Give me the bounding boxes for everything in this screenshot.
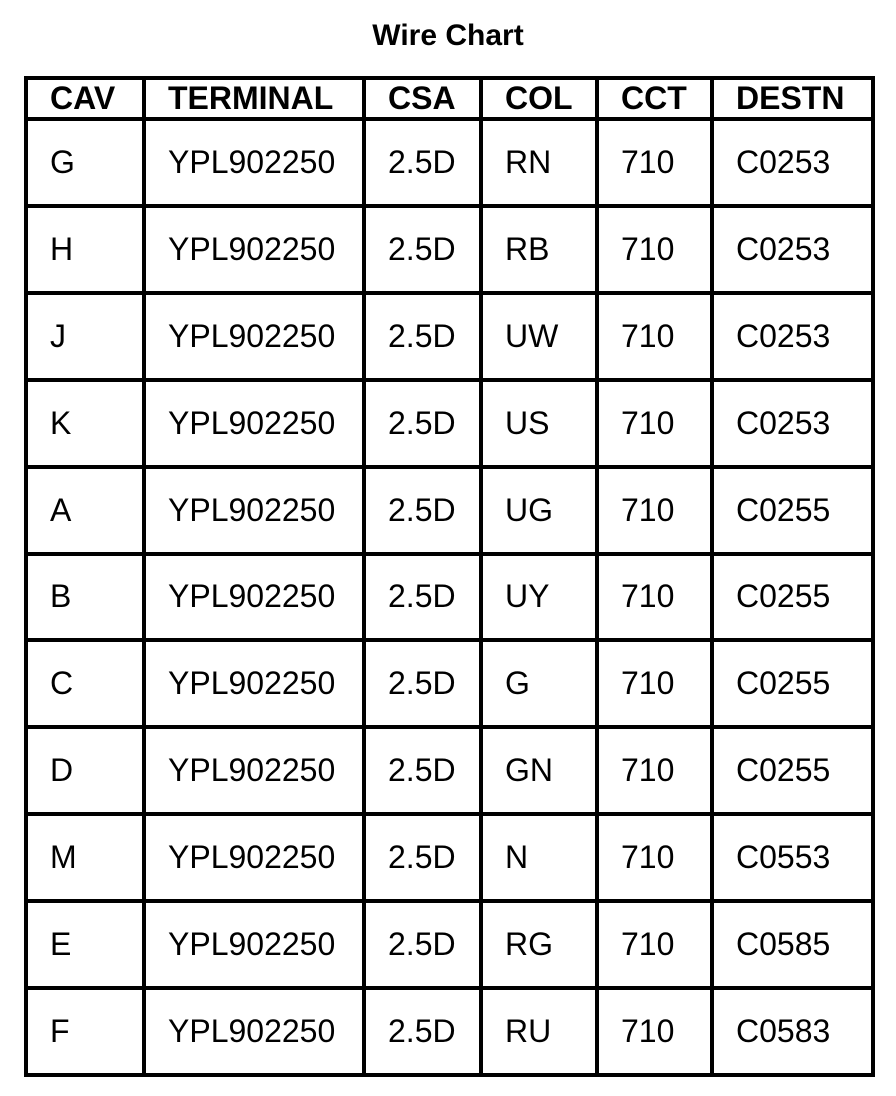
cell-terminal: YPL902250	[144, 467, 364, 554]
cell-cav: E	[26, 901, 144, 988]
table-row	[26, 814, 873, 901]
header-row	[26, 78, 873, 119]
cell-cct: 710	[597, 293, 712, 380]
table-row	[26, 554, 873, 641]
cell-col: US	[481, 380, 597, 467]
cell-csa: 2.5D	[364, 640, 481, 727]
cell-col: UY	[481, 554, 597, 641]
cell-col: UG	[481, 467, 597, 554]
cell-destn: C0255	[712, 640, 873, 727]
cell-col: UW	[481, 293, 597, 380]
cell-cav: C	[26, 640, 144, 727]
cell-cav: F	[26, 988, 144, 1075]
header-col: COL	[481, 78, 597, 119]
wire-chart-table	[24, 76, 875, 1077]
cell-destn: C0255	[712, 467, 873, 554]
header-terminal: TERMINAL	[144, 78, 364, 119]
cell-destn: C0255	[712, 727, 873, 814]
cell-terminal: YPL902250	[144, 901, 364, 988]
cell-terminal: YPL902250	[144, 119, 364, 206]
cell-col: GN	[481, 727, 597, 814]
cell-terminal: YPL902250	[144, 554, 364, 641]
cell-cav: M	[26, 814, 144, 901]
cell-cav: G	[26, 119, 144, 206]
cell-cct: 710	[597, 814, 712, 901]
cell-terminal: YPL902250	[144, 293, 364, 380]
header-destn: DESTN	[712, 78, 873, 119]
cell-col: G	[481, 640, 597, 727]
cell-csa: 2.5D	[364, 206, 481, 293]
page-title: Wire Chart	[372, 19, 524, 52]
cell-cav: J	[26, 293, 144, 380]
cell-terminal: YPL902250	[144, 814, 364, 901]
cell-col: N	[481, 814, 597, 901]
cell-cct: 710	[597, 727, 712, 814]
cell-destn: C0253	[712, 380, 873, 467]
cell-cct: 710	[597, 380, 712, 467]
cell-csa: 2.5D	[364, 293, 481, 380]
cell-terminal: YPL902250	[144, 988, 364, 1075]
cell-terminal: YPL902250	[144, 727, 364, 814]
cell-destn: C0253	[712, 119, 873, 206]
cell-cav: B	[26, 554, 144, 641]
cell-destn: C0583	[712, 988, 873, 1075]
cell-destn: C0253	[712, 293, 873, 380]
cell-csa: 2.5D	[364, 119, 481, 206]
cell-csa: 2.5D	[364, 988, 481, 1075]
cell-cct: 710	[597, 554, 712, 641]
header-csa: CSA	[364, 78, 481, 119]
table-row	[26, 119, 873, 206]
cell-cct: 710	[597, 988, 712, 1075]
cell-col: RB	[481, 206, 597, 293]
cell-csa: 2.5D	[364, 727, 481, 814]
cell-col: RN	[481, 119, 597, 206]
cell-cct: 710	[597, 206, 712, 293]
cell-col: RU	[481, 988, 597, 1075]
table-row	[26, 467, 873, 554]
cell-cct: 710	[597, 901, 712, 988]
cell-terminal: YPL902250	[144, 640, 364, 727]
table-row	[26, 380, 873, 467]
table-body	[26, 119, 873, 1075]
cell-csa: 2.5D	[364, 814, 481, 901]
cell-terminal: YPL902250	[144, 380, 364, 467]
header-cct: CCT	[597, 78, 712, 119]
table-row	[26, 640, 873, 727]
cell-csa: 2.5D	[364, 554, 481, 641]
table-row	[26, 293, 873, 380]
cell-cct: 710	[597, 119, 712, 206]
cell-terminal: YPL902250	[144, 206, 364, 293]
cell-cav: A	[26, 467, 144, 554]
table-row	[26, 988, 873, 1075]
cell-cav: K	[26, 380, 144, 467]
cell-csa: 2.5D	[364, 467, 481, 554]
cell-cct: 710	[597, 467, 712, 554]
table-row	[26, 901, 873, 988]
cell-csa: 2.5D	[364, 901, 481, 988]
header-cav: CAV	[26, 78, 144, 119]
cell-cct: 710	[597, 640, 712, 727]
cell-destn: C0255	[712, 554, 873, 641]
cell-cav: H	[26, 206, 144, 293]
cell-col: RG	[481, 901, 597, 988]
cell-destn: C0585	[712, 901, 873, 988]
cell-cav: D	[26, 727, 144, 814]
cell-destn: C0553	[712, 814, 873, 901]
table-row	[26, 206, 873, 293]
cell-destn: C0253	[712, 206, 873, 293]
table-row	[26, 727, 873, 814]
cell-csa: 2.5D	[364, 380, 481, 467]
